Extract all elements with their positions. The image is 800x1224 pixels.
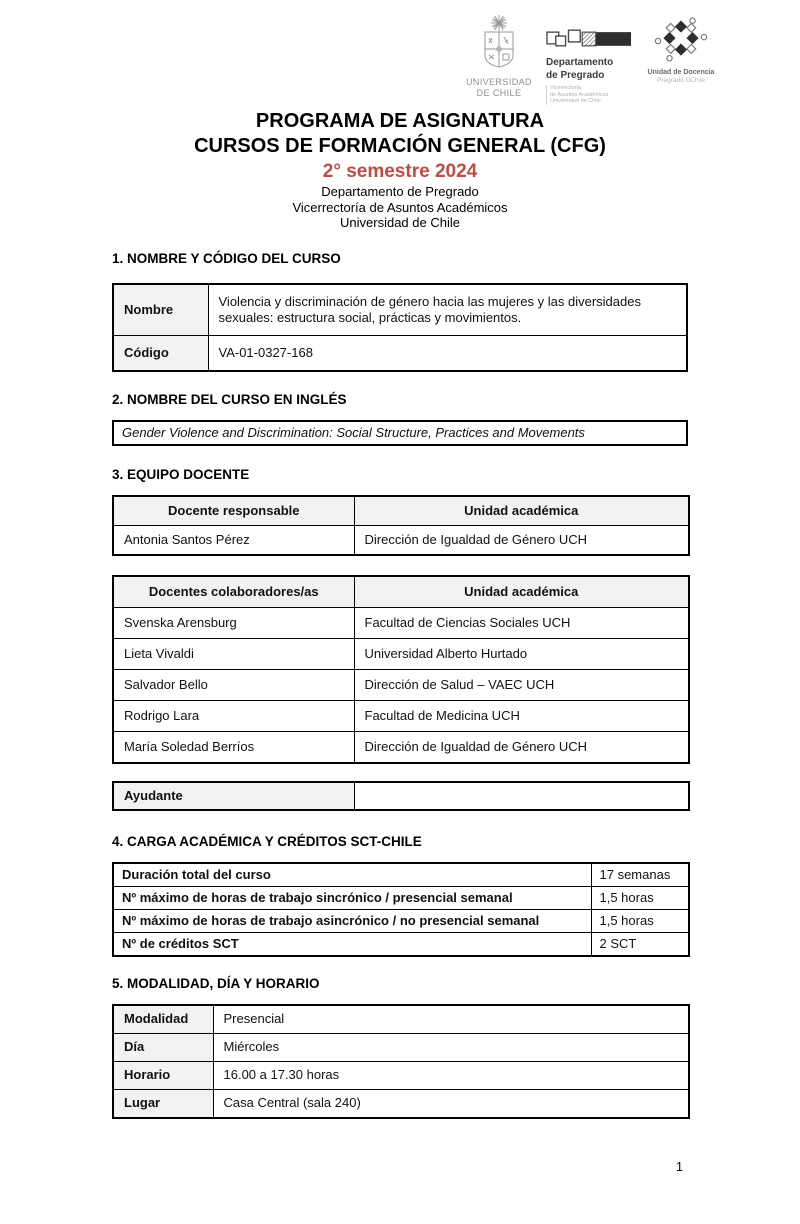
responsible-col-header: Docente responsable — [113, 496, 354, 526]
squares-chain-icon — [546, 26, 632, 50]
course-name-value: Violencia y discriminación de género hacia las mujeres y las diversidades sexuales: estructura social, prácticas y movimientos. — [208, 284, 687, 336]
section2-heading: 2. NOMBRE DEL CURSO EN INGLÉS — [112, 391, 347, 407]
duration-value: 17 semanas — [591, 863, 689, 887]
pregrado-logo-title-line2: de Pregrado — [546, 70, 605, 81]
table-row — [113, 638, 689, 669]
table-row — [113, 1061, 689, 1089]
modality-label: Modalidad — [113, 1005, 213, 1034]
unit-col-header: Unidad académica — [354, 576, 689, 608]
table-row — [113, 525, 689, 555]
collaborator-unit: Facultad de Medicina UCH — [354, 700, 689, 731]
place-label: Lugar — [113, 1089, 213, 1118]
semester-line: 2° semestre 2024 — [322, 161, 478, 182]
collaborators-col-header: Docentes colaboradores/as — [113, 576, 354, 608]
page-number: 1 — [676, 1160, 683, 1174]
assistant-value — [354, 782, 689, 810]
table-row — [113, 284, 687, 336]
pregrado-sub-line2: de Asuntos Académicos — [550, 91, 609, 98]
collaborator-name: Rodrigo Lara — [113, 700, 354, 731]
english-name-table — [112, 420, 688, 446]
table-row — [113, 886, 689, 909]
academic-load-table — [112, 862, 690, 957]
subtitle-departamento: Departamento de Pregrado — [321, 184, 479, 199]
collaborator-unit: Facultad de Ciencias Sociales UCH — [354, 607, 689, 638]
table-row — [113, 863, 689, 887]
table-row — [113, 421, 687, 445]
assistant-label: Ayudante — [113, 782, 354, 810]
table-header-row — [113, 576, 689, 608]
pregrado-sub-line3: Universidad de Chile — [550, 98, 601, 104]
course-name-label: Nombre — [113, 284, 208, 336]
course-code-value: VA-01-0327-168 — [208, 335, 687, 371]
responsible-unit: Dirección de Igualdad de Género UCH — [354, 525, 689, 555]
collaborator-unit: Universidad Alberto Hurtado — [354, 638, 689, 669]
cubes-pinwheel-icon — [652, 17, 710, 63]
table-row — [113, 669, 689, 700]
modality-value: Presencial — [213, 1005, 689, 1034]
day-label: Día — [113, 1033, 213, 1061]
document-title-line2: CURSOS DE FORMACIÓN GENERAL (CFG) — [194, 135, 606, 157]
collaborator-name: María Soledad Berríos — [113, 731, 354, 763]
time-value: 16.00 a 17.30 horas — [213, 1061, 689, 1089]
schedule-table — [112, 1004, 690, 1119]
collaborators-table — [112, 575, 690, 764]
sct-credits-value: 2 SCT — [591, 932, 689, 956]
responsible-name: Antonia Santos Pérez — [113, 525, 354, 555]
uch-logo-text-line2: DE CHILE — [476, 88, 522, 98]
table-row — [113, 335, 687, 371]
document-title-line1: PROGRAMA DE ASIGNATURA — [255, 110, 545, 132]
async-hours-label: Nº máximo de horas de trabajo asincrónico / no presencial semanal — [113, 909, 591, 932]
section1-heading: 1. NOMBRE Y CÓDIGO DEL CURSO — [112, 250, 341, 266]
table-row — [113, 1089, 689, 1118]
table-row — [113, 782, 689, 810]
unit-col-header: Unidad académica — [354, 496, 689, 526]
uch-logo-text-line1: UNIVERSIDAD — [466, 77, 532, 87]
sync-hours-label: Nº máximo de horas de trabajo sincrónico / presencial semanal — [113, 886, 591, 909]
section4-heading: 4. CARGA ACADÉMICA Y CRÉDITOS SCT-CHILE — [112, 833, 422, 849]
responsible-teacher-table — [112, 495, 690, 556]
day-value: Miércoles — [213, 1033, 689, 1061]
time-label: Horario — [113, 1061, 213, 1089]
docencia-logo-text-line1: Unidad de Docencia — [647, 69, 715, 76]
collaborator-name: Lieta Vivaldi — [113, 638, 354, 669]
pregrado-sub-line1: Vicerrectoría — [550, 85, 582, 91]
table-row — [113, 731, 689, 763]
collaborator-unit: Dirección de Igualdad de Género UCH — [354, 731, 689, 763]
docencia-logo-text-line2: Pregrado UChile — [656, 77, 706, 84]
duration-label: Duración total del curso — [113, 863, 591, 887]
section3-heading: 3. EQUIPO DOCENTE — [112, 466, 250, 482]
table-row — [113, 932, 689, 956]
sct-credits-label: Nº de créditos SCT — [113, 932, 591, 956]
pregrado-logo-subtext — [546, 85, 632, 105]
table-row — [113, 700, 689, 731]
english-name-value: Gender Violence and Discrimination: Social Structure, Practices and Movements — [113, 421, 687, 445]
table-row — [113, 909, 689, 932]
async-hours-value: 1,5 horas — [591, 909, 689, 932]
universidad-de-chile-logo — [460, 13, 538, 98]
table-row — [113, 607, 689, 638]
course-name-table — [112, 283, 688, 372]
departamento-pregrado-logo — [546, 26, 632, 105]
collaborator-unit: Dirección de Salud – VAEC UCH — [354, 669, 689, 700]
subtitle-universidad: Universidad de Chile — [340, 215, 460, 230]
university-shield-icon — [461, 13, 537, 71]
section5-heading: 5. MODALIDAD, DÍA Y HORARIO — [112, 975, 320, 991]
course-code-label: Código — [113, 335, 208, 371]
collaborator-name: Salvador Bello — [113, 669, 354, 700]
document-content — [112, 251, 688, 1119]
place-value: Casa Central (sala 240) — [213, 1089, 689, 1118]
table-header-row — [113, 496, 689, 526]
sync-hours-value: 1,5 horas — [591, 886, 689, 909]
table-row — [113, 1005, 689, 1034]
pregrado-logo-title-line1: Departamento — [546, 57, 614, 68]
subtitle-vicerrectoria: Vicerrectoría de Asuntos Académicos — [292, 199, 508, 215]
assistant-table — [112, 781, 690, 811]
header-logos — [460, 13, 720, 105]
collaborator-name: Svenska Arensburg — [113, 607, 354, 638]
unidad-docencia-logo — [642, 17, 720, 85]
table-row — [113, 1033, 689, 1061]
